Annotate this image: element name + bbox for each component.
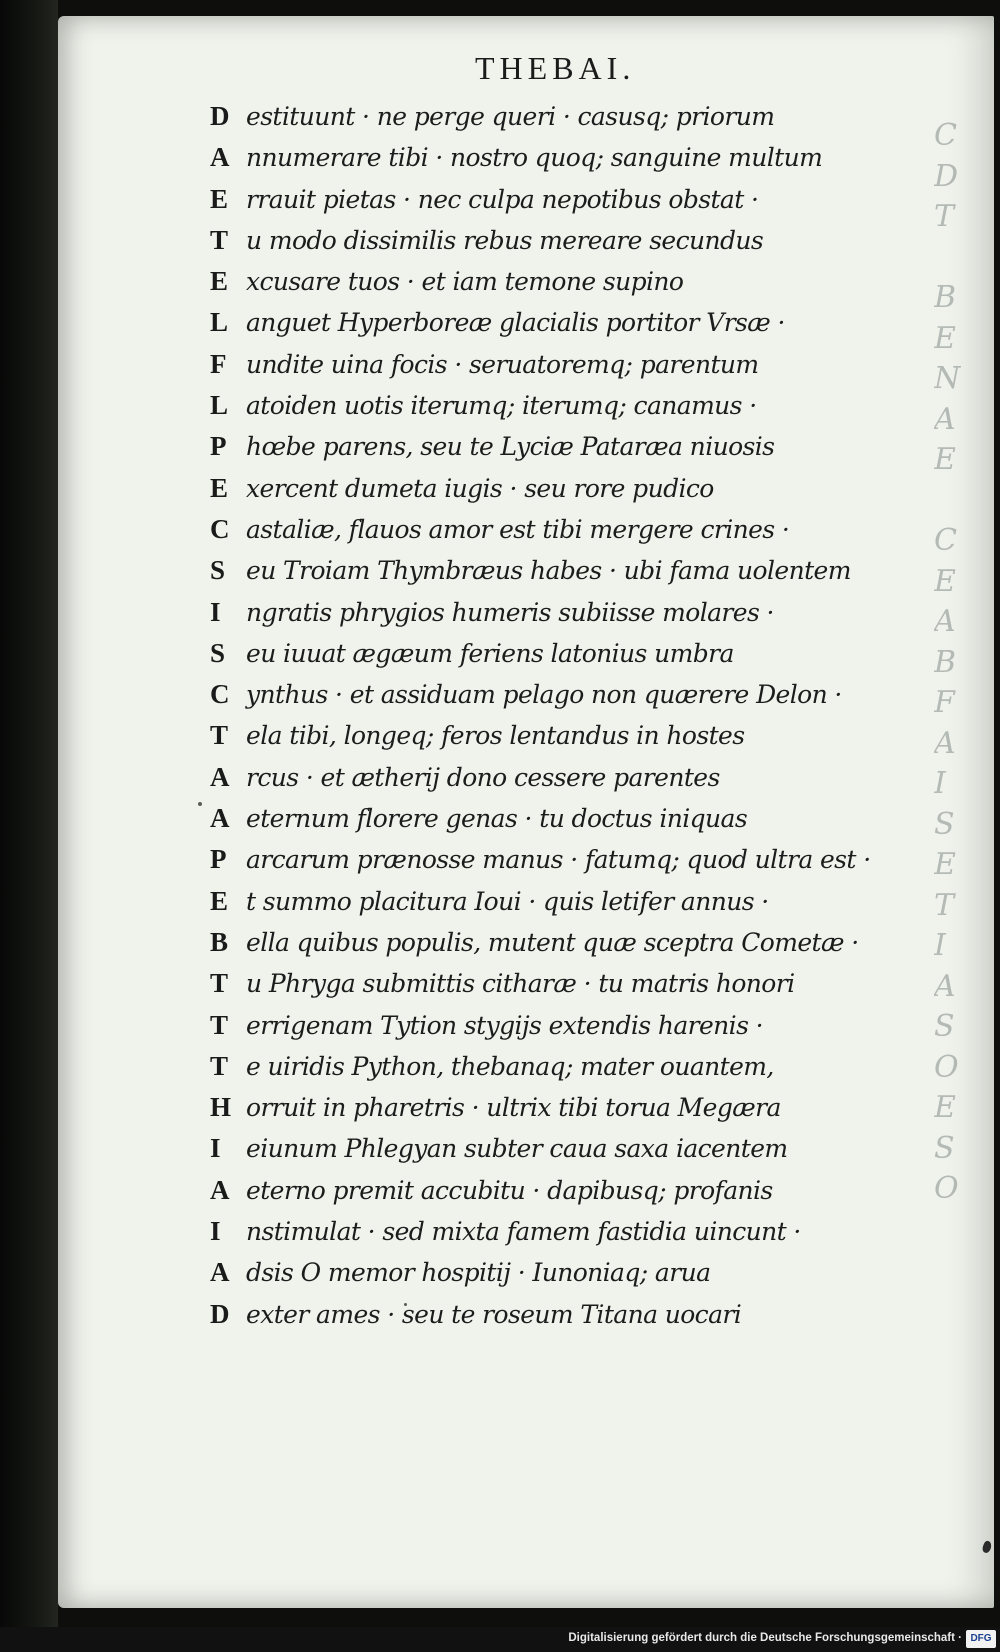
verse-line: [210, 633, 890, 674]
verse-initial: D: [210, 1298, 230, 1329]
verse-line: [210, 1128, 890, 1169]
verse-initial: T: [210, 1050, 229, 1081]
verse-initial: E: [210, 885, 229, 916]
verse-text: ngratis phrygios humeris subiisse molares ·: [246, 597, 774, 627]
verse-line: [210, 798, 890, 839]
verse-text: eiunum Phlegyan subter caua saxa iacentem: [246, 1134, 788, 1164]
book-binding-edge: [0, 0, 58, 1652]
verse-line: [210, 1170, 890, 1211]
verse-text: u modo dissimilis rebus mereare secundus: [246, 225, 764, 255]
verse-initial: D: [210, 101, 230, 131]
verse-text: eu Troiam Thymbræus habes · ubi fama uolentem: [246, 556, 851, 586]
verse-initial: T: [210, 720, 229, 751]
verse-text: anguet Hyperboreæ glacialis portitor Vrsæ ·: [246, 308, 785, 338]
verse-line: [210, 839, 890, 880]
verse-line: [210, 96, 890, 137]
verse-initial: L: [210, 390, 229, 421]
verse-text: t summo placitura Ioui · quis letifer annus ·: [246, 886, 769, 916]
verse-line: [210, 592, 890, 633]
verse-text: arcarum prænosse manus · fatumq; quod ultra est ·: [246, 845, 871, 875]
verse-line: [210, 922, 890, 963]
verse-line: [210, 385, 890, 426]
verse-text: orruit in pharetris · ultrix tibi torua Megæra: [246, 1093, 781, 1123]
verse-line: [210, 550, 890, 591]
dfg-logo: DFG: [966, 1630, 996, 1648]
verse-line: [210, 179, 890, 220]
verse-text: e uiridis Python, thebanaq; mater ouantem,: [246, 1051, 774, 1081]
verse-line: [210, 881, 890, 922]
verse-line: [210, 261, 890, 302]
verse-text: astaliæ, flauos amor est tibi mergere crines ·: [246, 514, 790, 544]
verse-initial: A: [210, 1174, 230, 1205]
verse-line: [210, 302, 890, 343]
verse-initial: T: [210, 1009, 229, 1040]
verse-line: [210, 1211, 890, 1252]
verse-text: xcusare tuos · et iam temone supino: [246, 267, 684, 297]
verse-initial: S: [210, 637, 226, 668]
verse-initial: L: [210, 307, 229, 338]
verse-text: estituunt · ne perge queri · casusq; priorum: [246, 102, 775, 131]
verse-text: atoiden uotis iterumq; iterumq; canamus ·: [246, 391, 757, 421]
verse-line: [210, 1046, 890, 1087]
verse-initial: I: [210, 596, 221, 627]
verse-text: nstimulat · sed mixta famem fastidia uincunt ·: [246, 1217, 801, 1247]
verse-line: [210, 344, 890, 385]
ink-mark: [981, 1540, 993, 1554]
paper-speck: [198, 802, 202, 806]
verse-initial: A: [210, 142, 230, 173]
verse-initial: I: [210, 1133, 221, 1164]
verse-text: eterno premit accubitu · dapibusq; profanis: [246, 1175, 773, 1205]
verse-line: [210, 715, 890, 756]
verse-initial: E: [210, 183, 229, 214]
verse-text: rcus · et ætherij dono cessere parentes: [246, 762, 720, 792]
verse-line: [210, 1005, 890, 1046]
verse-text: ela tibi, longeq; feros lentandus in hostes: [246, 721, 745, 751]
verse-initial: F: [210, 348, 227, 379]
verse-initial: H: [210, 1092, 232, 1123]
verse-initial: I: [210, 1216, 221, 1247]
verse-initial: T: [210, 968, 229, 999]
verse-text: errigenam Tytion stygijs extendis harenis ·: [246, 1010, 763, 1040]
verse-line: [210, 220, 890, 261]
verse-line: [210, 757, 890, 798]
verse-text: u Phryga submittis citharæ · tu matris honori: [246, 969, 795, 999]
verse-initial: A: [210, 761, 230, 792]
verse-line: [210, 674, 890, 715]
verse-line: [210, 1294, 890, 1335]
verse-text: eu iuuat ægæum feriens latonius umbra: [246, 638, 734, 668]
verse-initial: A: [210, 1257, 230, 1288]
verse-initial: P: [210, 431, 227, 462]
verse-line: [210, 426, 890, 467]
verse-text: nnumerare tibi · nostro quoq; sanguine multum: [246, 143, 823, 173]
verse-line: [210, 137, 890, 178]
verse-text: xercent dumeta iugis · seu rore pudico: [246, 473, 714, 503]
verse-line: [210, 468, 890, 509]
show-through-text: C D T B E N A E C E A B F A I S E T I A S O E S O: [934, 118, 961, 1206]
footer-bar: [0, 1627, 1000, 1652]
verse-line: [210, 1252, 890, 1293]
verse-initial: S: [210, 555, 226, 586]
verse-initial: E: [210, 472, 229, 503]
verse-text: exter ames · seu te roseum Titana uocari: [246, 1299, 742, 1329]
verse-initial: T: [210, 224, 229, 255]
verse-initial: P: [210, 844, 227, 875]
verse-initial: A: [210, 803, 230, 834]
verse-text: ella quibus populis, mutent quæ sceptra Cometæ ·: [246, 927, 859, 957]
verse-block: [210, 96, 890, 1335]
verse-text: eternum florere genas · tu doctus iniquas: [246, 804, 748, 834]
verse-text: ynthus · et assiduam pelago non quærere Delon ·: [246, 680, 842, 710]
verse-line: [210, 509, 890, 550]
verse-initial: B: [210, 926, 229, 957]
verse-text: undite uina focis · seruatoremq; parentum: [246, 349, 759, 379]
verse-text: rrauit pietas · nec culpa nepotibus obstat ·: [246, 184, 759, 214]
verse-text: dsis O memor hospitij · Iunoniaq; arua: [246, 1258, 711, 1288]
verse-initial: E: [210, 266, 229, 297]
verse-line: [210, 963, 890, 1004]
funding-credit: Digitalisierung gefördert durch die Deutsche Forschungsgemeinschaft ·: [568, 1632, 962, 1644]
verse-text: hœbe parens, seu te Lyciæ Pataræa niuosis: [246, 432, 775, 462]
verse-line: [210, 1087, 890, 1128]
running-head: THEBAI.: [475, 50, 636, 86]
verse-initial: C: [210, 679, 230, 710]
verse-initial: C: [210, 513, 230, 544]
